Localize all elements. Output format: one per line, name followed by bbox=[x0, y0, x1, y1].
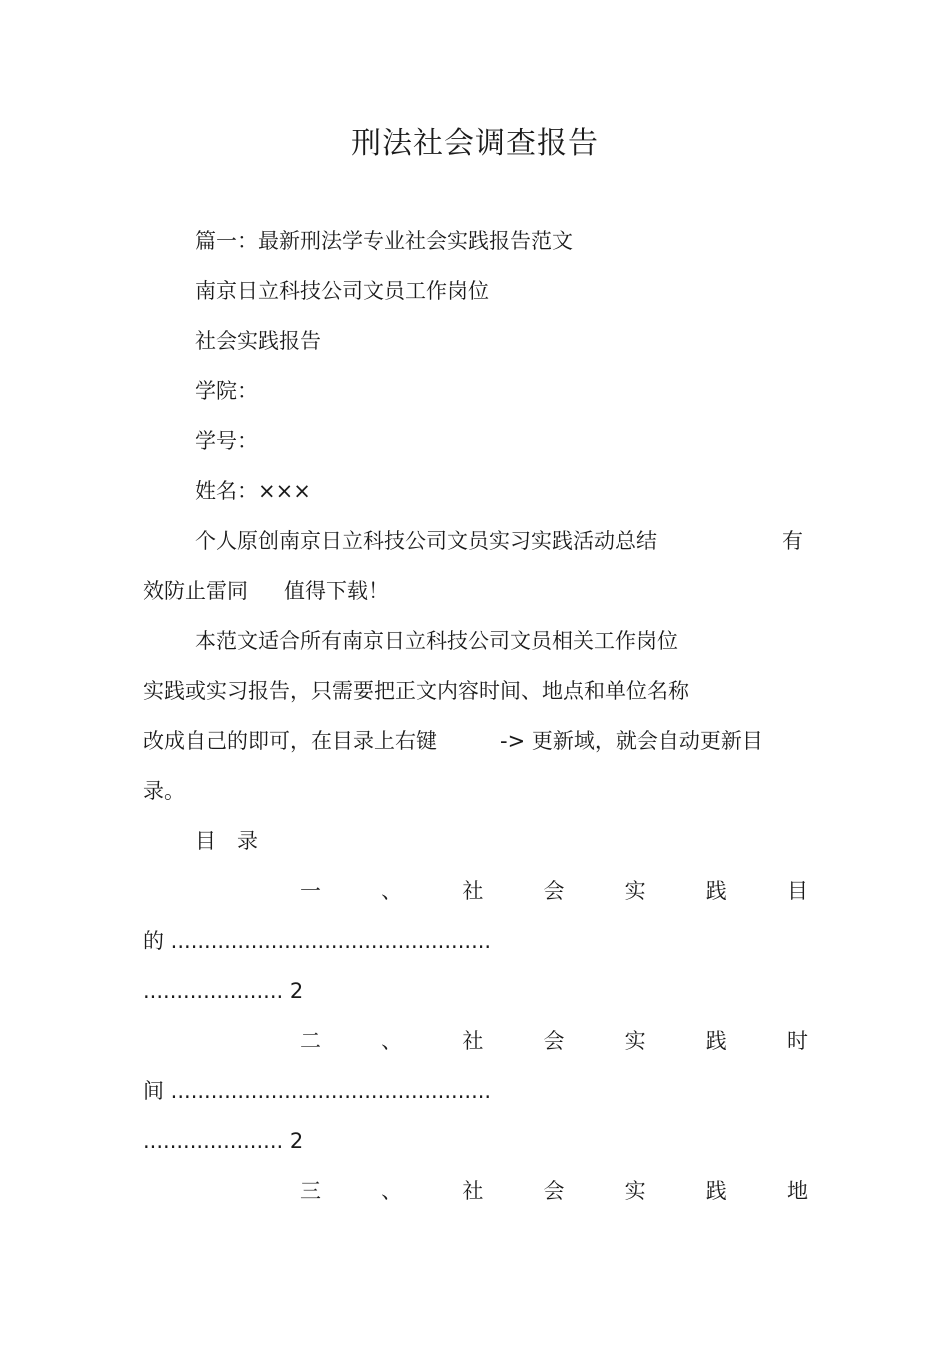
paragraph-line: 个人原创南京日立科技公司文员实习实践活动总结 bbox=[195, 529, 657, 553]
toc-char: 践 bbox=[705, 1029, 727, 1053]
toc-char: 践 bbox=[705, 1179, 727, 1203]
student-id-label: 学号： bbox=[195, 429, 258, 453]
toc-entry-heading bbox=[300, 1176, 808, 1206]
toc-char: 、 bbox=[381, 879, 403, 903]
toc-char: 目 bbox=[786, 879, 808, 903]
paragraph-line: 实践或实习报告，只需要把正文内容时间、地点和单位名称 bbox=[143, 679, 689, 703]
toc-heading: 目 录 bbox=[195, 829, 258, 853]
toc-char: 社 bbox=[462, 1029, 484, 1053]
paragraph-line-end: 有 bbox=[782, 529, 803, 553]
toc-entry-heading bbox=[300, 876, 808, 906]
toc-entry-page: ..................... 2 bbox=[143, 1129, 304, 1153]
name-label: 姓名：××× bbox=[195, 479, 311, 503]
toc-char: 社 bbox=[462, 1179, 484, 1203]
toc-entry-page: ..................... 2 bbox=[143, 979, 304, 1003]
toc-char: 三 bbox=[300, 1179, 321, 1203]
subtitle-line: 社会实践报告 bbox=[195, 329, 321, 353]
subtitle-line: 南京日立科技公司文员工作岗位 bbox=[195, 279, 489, 303]
toc-char: 一 bbox=[300, 879, 321, 903]
section-heading: 篇一：最新刑法学专业社会实践报告范文 bbox=[195, 229, 573, 253]
paragraph-line: 值得下载！ bbox=[284, 579, 389, 603]
toc-char: 二 bbox=[300, 1029, 321, 1053]
toc-char: 会 bbox=[543, 879, 565, 903]
toc-char: 时 bbox=[786, 1029, 808, 1053]
paragraph-line: 效防止雷同 bbox=[143, 579, 248, 603]
toc-char: 实 bbox=[624, 1179, 646, 1203]
toc-char: 践 bbox=[705, 879, 727, 903]
toc-char: 地 bbox=[786, 1179, 808, 1203]
toc-char: 社 bbox=[462, 879, 484, 903]
toc-char: 、 bbox=[381, 1179, 403, 1203]
paragraph-line: -> 更新域，就会自动更新目 bbox=[500, 729, 763, 753]
document-title: 刑法社会调查报告 bbox=[351, 126, 599, 161]
toc-char: 会 bbox=[543, 1029, 565, 1053]
toc-char: 会 bbox=[543, 1179, 565, 1203]
college-label: 学院： bbox=[195, 379, 258, 403]
paragraph-line: 录。 bbox=[143, 779, 185, 803]
paragraph-line: 改成自己的即可，在目录上右键 bbox=[143, 729, 437, 753]
paragraph-line: 本范文适合所有南京日立科技公司文员相关工作岗位 bbox=[195, 629, 678, 653]
toc-entry-heading bbox=[300, 1026, 808, 1056]
toc-char: 、 bbox=[381, 1029, 403, 1053]
toc-entry-leader: 的 ................................................ bbox=[143, 929, 492, 953]
toc-char: 实 bbox=[624, 1029, 646, 1053]
toc-entry-leader: 间 ................................................ bbox=[143, 1079, 492, 1103]
toc-char: 实 bbox=[624, 879, 646, 903]
